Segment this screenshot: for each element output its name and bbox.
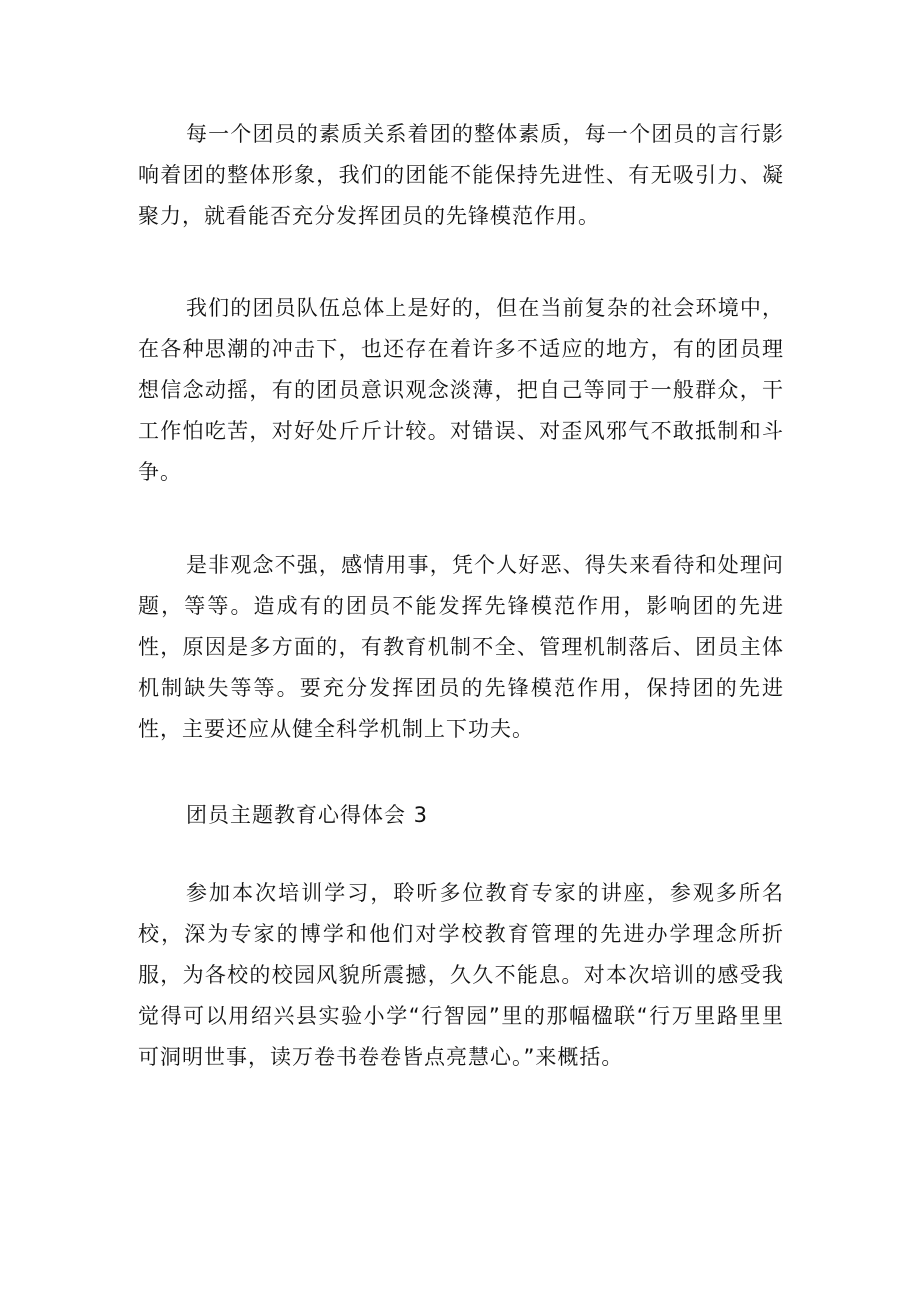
section-heading: 团员主题教育心得体会 3 <box>186 803 429 827</box>
paragraph-1: 每一个团员的素质关系着团的整体素质，每一个团员的言行影响着团的整体形象，我们的团能不能保持先进性、有无吸引力、凝聚力，就看能否充分发挥团员的先锋模范作用。 <box>138 122 784 228</box>
paragraph-2: 我们的团员队伍总体上是好的，但在当前复杂的社会环境中，在各种思潮的冲击下，也还存在着许多不适应的地方，有的团员理想信念动摇，有的团员意识观念淡薄，把自己等同于一般群众，干工作怕吃苦，对好处斤斤计较。对错误、对歪风邪气不敢抵制和斗争。 <box>138 296 784 484</box>
paragraph-3: 是非观念不强，感情用事，凭个人好恶、得失来看待和处理问题，等等。造成有的团员不能发挥先锋模范作用，影响团的先进性，原因是多方面的，有教育机制不全、管理机制落后、团员主体机制缺失等等。要充分发挥团员的先锋模范作用，保持团的先进性，主要还应从健全科学机制上下功夫。 <box>138 553 784 741</box>
paragraph-4: 参加本次培训学习，聆听多位教育专家的讲座，参观多所名校，深为专家的博学和他们对学校教育管理的先进办学理念所折服，为各校的校园风貌所震撼，久久不能息。对本次培训的感受我觉得可以用绍兴县实验小学“行智园”里的那幅楹联“行万里路里里可洞明世事，读万卷书卷卷皆点亮慧心。”来概括。 <box>138 881 784 1069</box>
